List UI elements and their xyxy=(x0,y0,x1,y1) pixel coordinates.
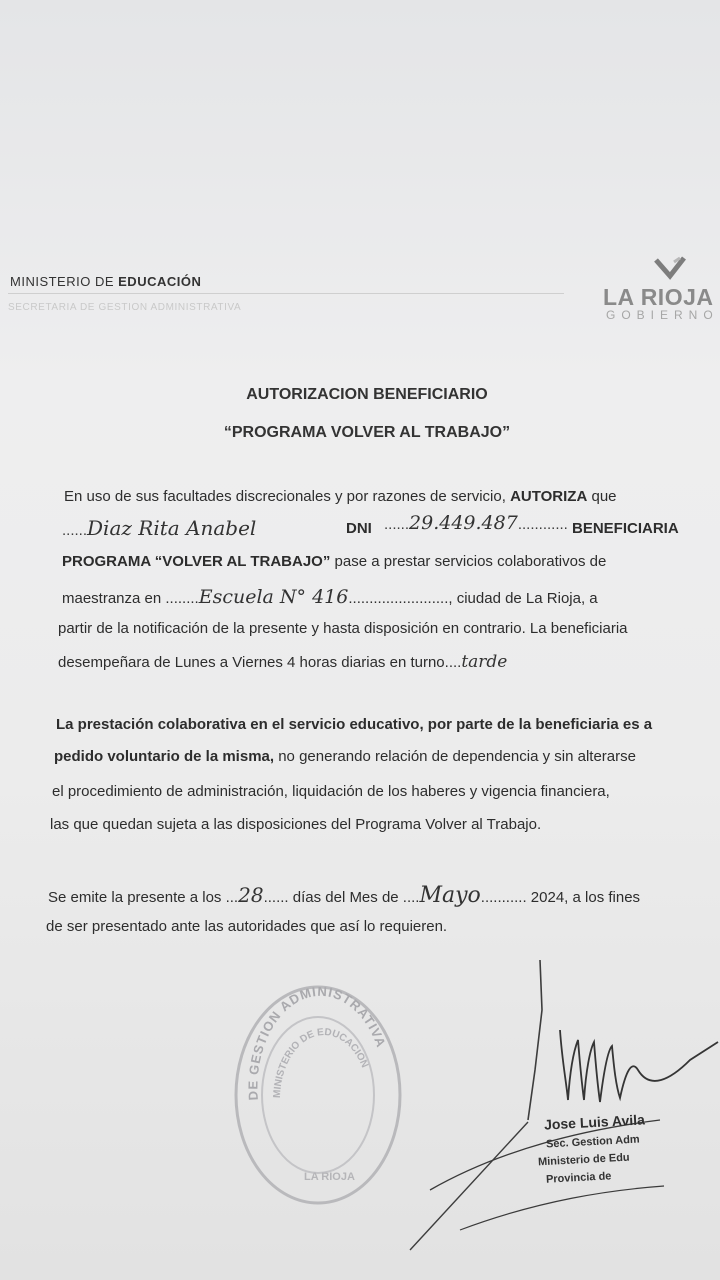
para2-line1: La prestación colaborativa en el servicio educativo, por parte de la beneficiaria es a xyxy=(56,716,653,733)
para3-line2: de ser presentado ante las autoridades que así lo requieren. xyxy=(46,918,448,935)
signer-province: Provincia de xyxy=(545,1170,612,1186)
stamp-text-top: DE GESTION ADMINISTRATIVA xyxy=(245,983,390,1101)
logo-subtitle: GOBIERNO xyxy=(606,308,719,322)
beneficiaria-label: BENEFICIARIA xyxy=(572,520,679,537)
para1-line4 xyxy=(62,586,720,608)
day-handwritten: 28 xyxy=(238,883,264,907)
school-handwritten: Escuela N° 416 xyxy=(198,586,349,608)
para3-l1a: Se emite la presente a los ... xyxy=(48,889,239,906)
dni-dots: ...... xyxy=(384,516,410,533)
month-handwritten: Mayo xyxy=(419,883,481,908)
para2-line4: las que quedan sujeta a las disposiciones del Programa Volver al Trabajo. xyxy=(50,816,542,833)
turno-handwritten: tarde xyxy=(461,652,508,672)
para1-l4a: maestranza en ........ xyxy=(62,590,199,607)
secretary-subtitle: SECRETARIA DE GESTION ADMINISTRATIVA xyxy=(8,302,242,313)
signer-ministry: Ministerio de Edu xyxy=(537,1151,630,1169)
para3-l1c: ........... 2024, a los fines xyxy=(480,889,641,906)
document-title: AUTORIZACION BENEFICIARIO xyxy=(246,386,488,403)
handwritten-signature xyxy=(400,950,720,1270)
para1-autoriza: AUTORIZA xyxy=(510,488,588,505)
beneficiary-name-handwritten: Diaz Rita Anabel xyxy=(87,516,257,540)
para3-l1b: ...... días del Mes de .... xyxy=(263,889,420,906)
official-stamp xyxy=(228,980,408,1210)
stamp-text-inner: MINISTERIO DE EDUCACION xyxy=(271,1026,371,1099)
para1-l3b: pase a prestar servicios colaborativos de xyxy=(334,553,607,570)
para2-line2 xyxy=(54,748,720,765)
stamp-text-bottom: LA RIOJA xyxy=(304,1171,355,1183)
para2-line3: el procedimiento de administración, liquidación de los haberes y vigencia financiera, xyxy=(52,783,610,800)
para1-l1a: En uso de sus facultades discrecionales y por razones de servicio, xyxy=(64,488,506,505)
para1-l4b: ........................, ciudad de La Rioja, a xyxy=(348,590,598,607)
dni-handwritten: 29.449.487 xyxy=(409,512,518,534)
ministry-bold: EDUCACIÓN xyxy=(118,274,202,289)
ministry-title xyxy=(10,274,201,289)
para3-line1 xyxy=(48,883,720,908)
para1-line6 xyxy=(58,652,720,672)
para1-line1 xyxy=(64,488,676,505)
para1-l1c: que xyxy=(591,488,617,505)
signer-title: Sec. Gestion Adm xyxy=(545,1133,640,1151)
para2-l2a: pedido voluntario de la misma, xyxy=(54,748,275,765)
program-title: “PROGRAMA VOLVER AL TRABAJO” xyxy=(223,424,511,441)
dni-trailing-dots: ............ xyxy=(517,516,568,533)
logo-name: LA RIOJA xyxy=(603,284,714,310)
la-rioja-logo-icon xyxy=(650,256,690,286)
para1-line3 xyxy=(62,553,720,570)
beneficiaria-label-block xyxy=(572,520,720,537)
dni-label: DNI xyxy=(346,520,372,537)
para2-l2b: no generando relación de dependencia y sin alterarse xyxy=(278,748,636,765)
para1-l6: desempeñara de Lunes a Viernes 4 horas diarias en turno.... xyxy=(58,654,462,671)
para1-line5: partir de la notificación de la presente y hasta disposición en contrario. La beneficiaria xyxy=(58,620,628,637)
name-dots: ...... xyxy=(62,522,88,539)
svg-text:DE GESTION ADMINISTRATIVA xyxy=(245,984,389,1101)
program-name-inline: PROGRAMA “VOLVER AL TRABAJO” xyxy=(62,553,331,570)
ministry-prefix: MINISTERIO DE xyxy=(10,274,115,289)
signer-name: Jose Luis Avila xyxy=(543,1111,646,1133)
header-divider xyxy=(8,293,564,294)
